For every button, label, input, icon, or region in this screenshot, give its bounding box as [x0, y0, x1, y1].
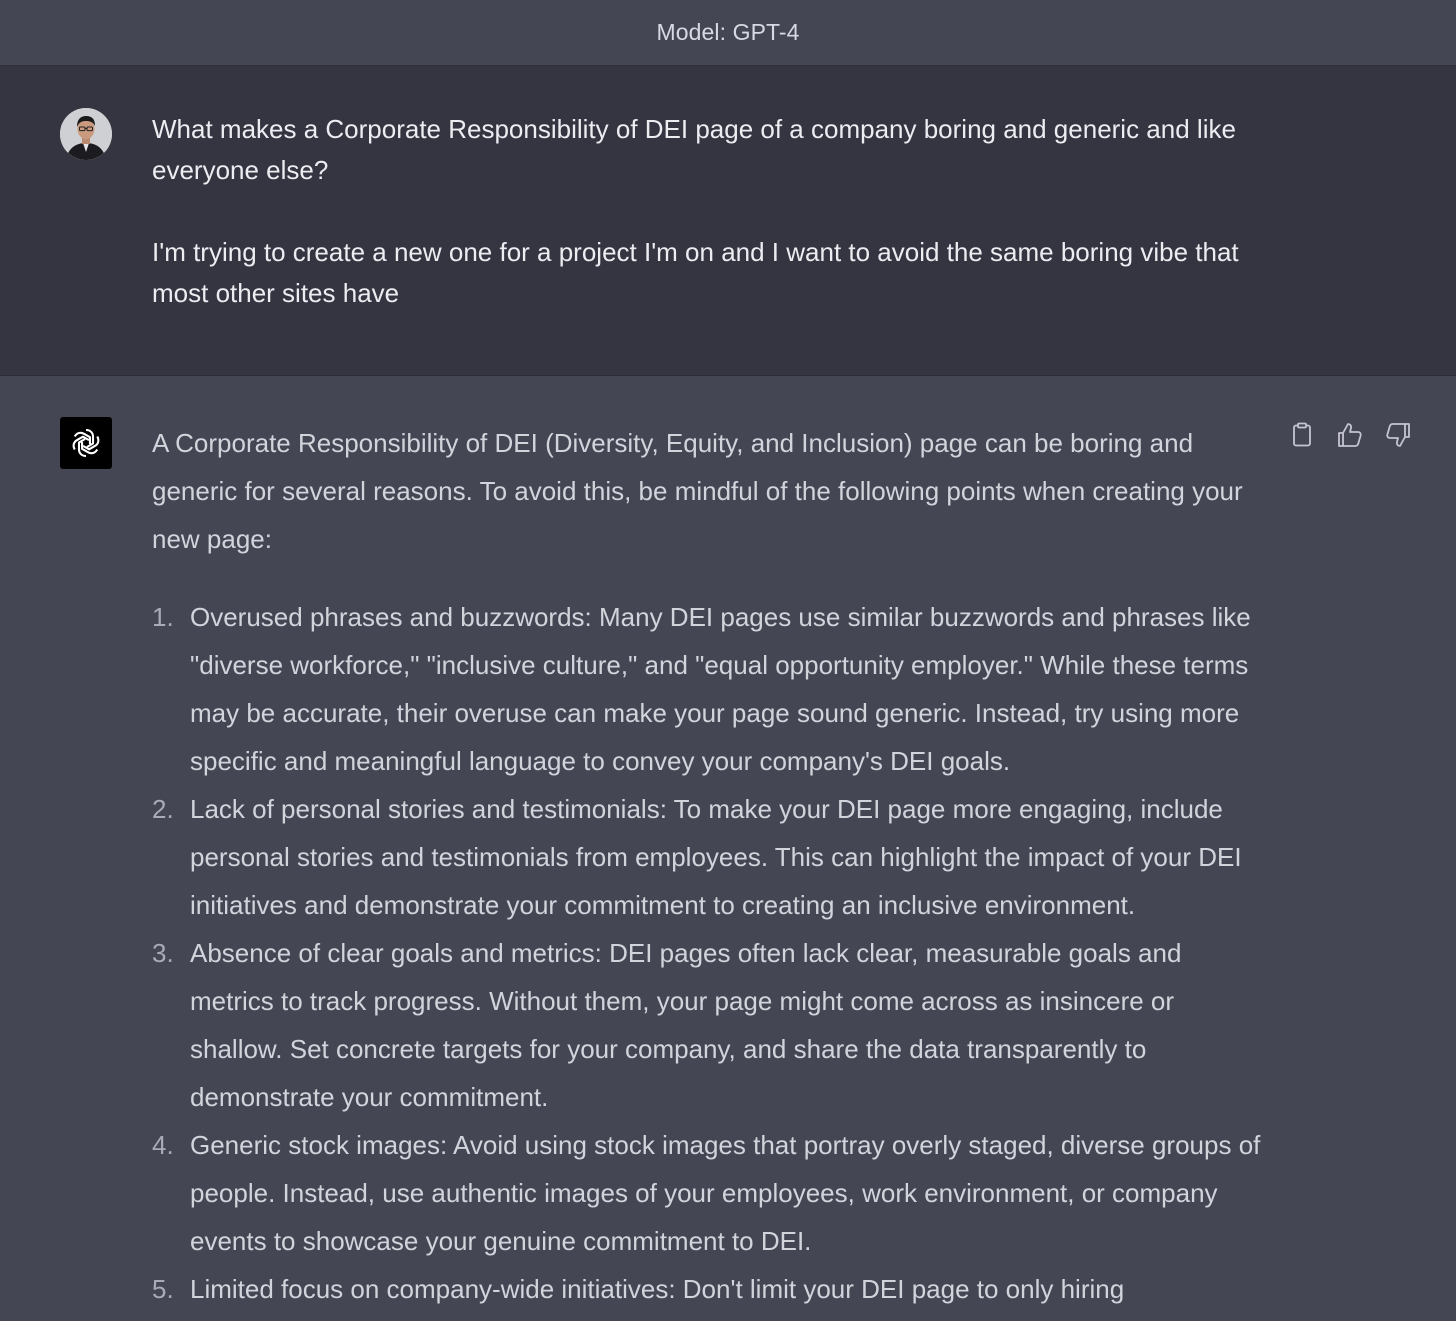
clipboard-icon — [1290, 422, 1314, 448]
assistant-intro: A Corporate Responsibility of DEI (Diversity, Equity, and Inclusion) page can be boring and generic for several reasons. To avoid this, be mindful of the following points when creating your new page: — [152, 428, 1243, 554]
thumbs-up-button[interactable] — [1336, 421, 1364, 449]
assistant-message-text — [152, 419, 1272, 1313]
list-item — [152, 1121, 1272, 1265]
message-actions — [1288, 421, 1412, 449]
model-label: Model: GPT-4 — [656, 19, 800, 45]
list-item-number: 5. — [152, 1274, 174, 1304]
list-item-number: 2. — [152, 794, 174, 824]
user-paragraph: What makes a Corporate Responsibility of DEI page of a company boring and generic and like everyone else? — [152, 114, 1236, 185]
list-item — [152, 929, 1272, 1121]
top-bar — [0, 0, 1456, 66]
list-item — [152, 1265, 1272, 1313]
list-item-text: Generic stock images: Avoid using stock images that portray overly staged, diverse groups of people. Instead, use authentic images of your employees, work environment, or company events to showcase your genuine commitment to DEI. — [190, 1130, 1261, 1256]
list-item-text: Lack of personal stories and testimonials: To make your DEI page more engaging, include personal stories and testimonials from employees. This can highlight the impact of your DEI initiatives and demonstrate your commitment to creating an inclusive environment. — [190, 794, 1242, 920]
chatgpt-logo — [60, 417, 112, 469]
thumbs-down-icon — [1385, 422, 1411, 448]
list-item — [152, 593, 1272, 785]
thumbs-up-icon — [1337, 422, 1363, 448]
list-item-text: Overused phrases and buzzwords: Many DEI pages use similar buzzwords and phrases like "diverse workforce," "inclusive culture," and "equal opportunity employer." While these terms may be accurate, their overuse can make your page sound generic. Instead, try using more specific and meaningful language to convey your company's DEI goals. — [190, 602, 1251, 776]
assistant-message — [0, 376, 1456, 1321]
list-item-number: 1. — [152, 602, 174, 632]
openai-logo-icon — [68, 425, 104, 461]
thumbs-down-button[interactable] — [1384, 421, 1412, 449]
list-item-text: Absence of clear goals and metrics: DEI pages often lack clear, measurable goals and metrics to track progress. Without them, your page might come across as insincere or shallow. Set concrete targets for your company, and share the data transparently to demonstrate your commitment. — [190, 938, 1182, 1112]
user-paragraph: I'm trying to create a new one for a project I'm on and I want to avoid the same boring vibe that most other sites have — [152, 237, 1239, 308]
assistant-list — [152, 593, 1272, 1313]
copy-button[interactable] — [1288, 421, 1316, 449]
avatar — [60, 108, 112, 160]
user-message — [0, 66, 1456, 376]
list-item-number: 4. — [152, 1130, 174, 1160]
user-message-text — [152, 109, 1262, 314]
list-item-text: Limited focus on company-wide initiatives: Don't limit your DEI page to only hiring — [190, 1274, 1125, 1304]
user-avatar-icon — [60, 108, 112, 160]
list-item-number: 3. — [152, 938, 174, 968]
list-item — [152, 785, 1272, 929]
